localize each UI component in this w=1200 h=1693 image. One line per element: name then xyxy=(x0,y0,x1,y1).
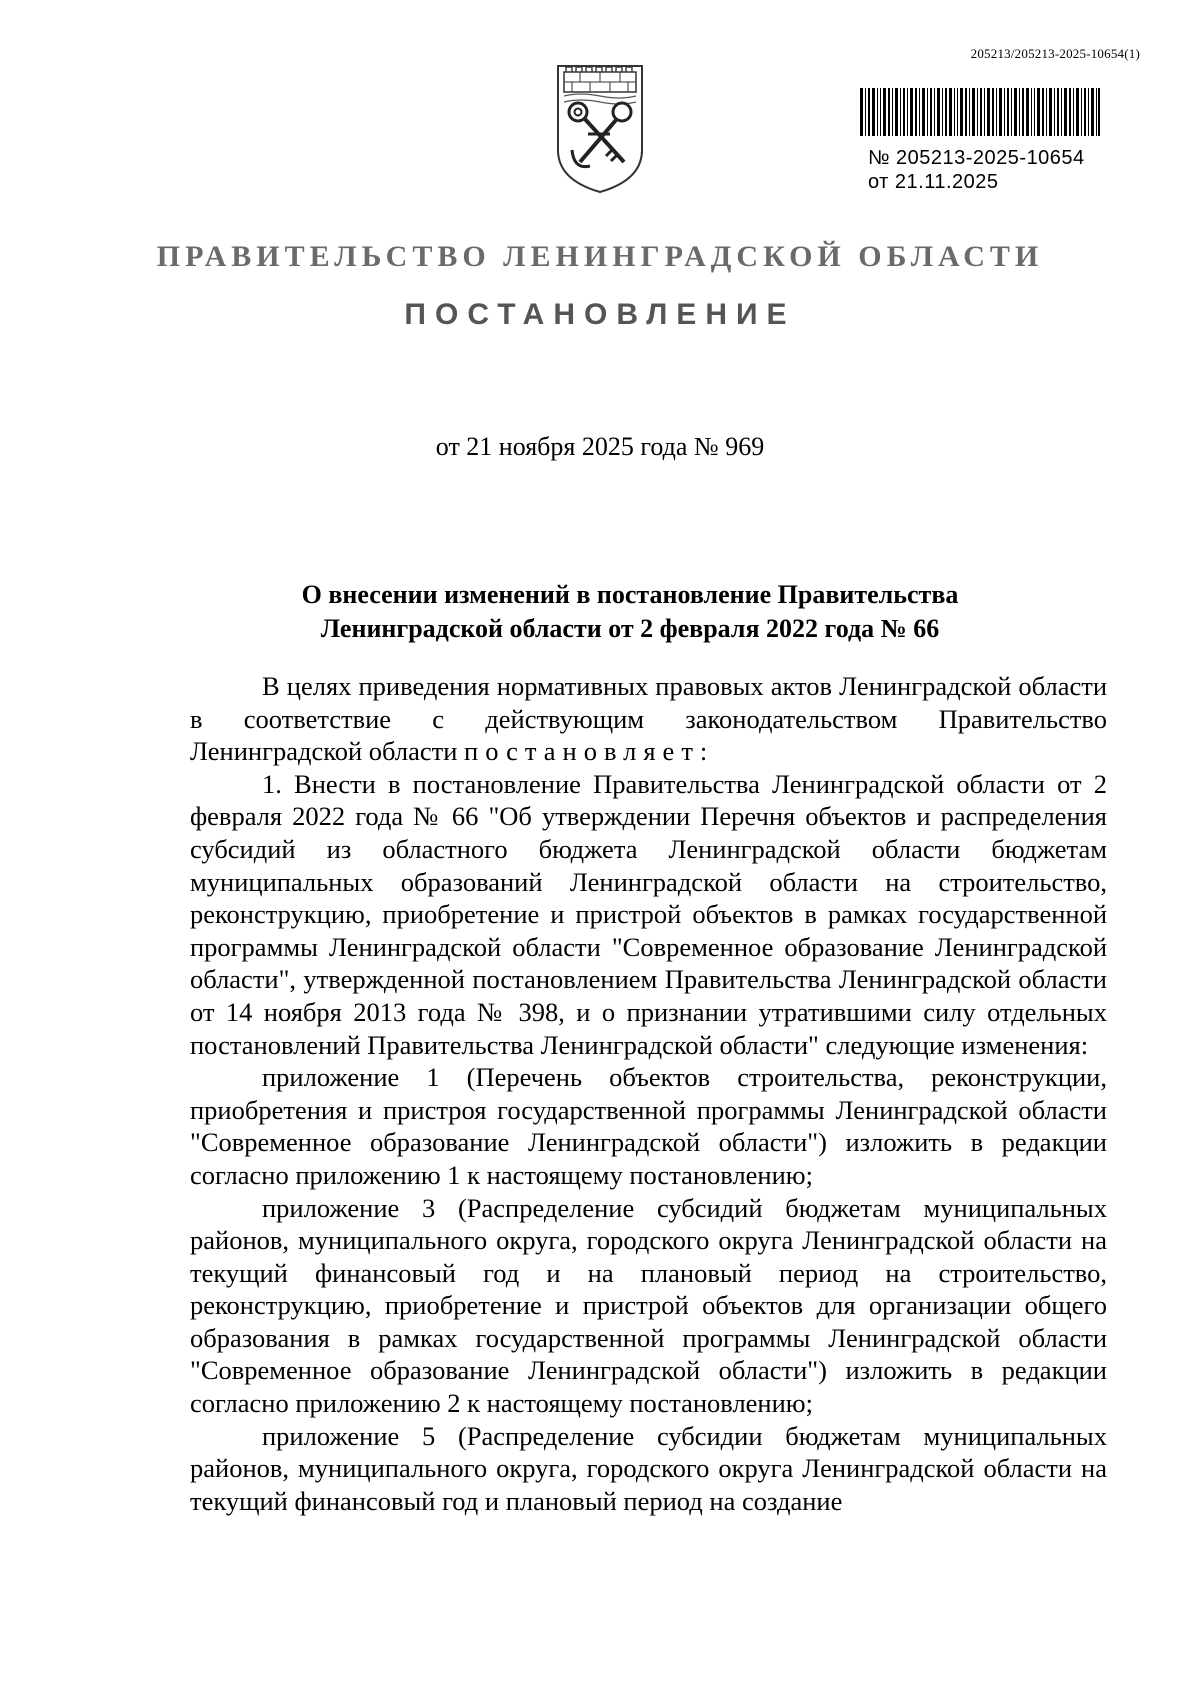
document-body xyxy=(190,670,1107,1517)
leningrad-oblast-coat-of-arms-icon xyxy=(550,58,650,198)
subject-line-2: Ленинградской области от 2 февраля 2022 года № 66 xyxy=(320,614,940,643)
paragraph-appendix-1: приложение 1 (Перечень объектов строительства, реконструкции, приобретения и пристроя государственной программы Ленинградской области "Современное образование Ленинградской области") изложить в редакции согласно приложению 1 к настоящему постановлению; xyxy=(190,1062,1107,1190)
registration-date: от 21.11.2025 xyxy=(868,171,999,193)
document-subject xyxy=(190,578,1070,646)
paragraph-appendix-5: приложение 5 (Распределение субсидии бюджетам муниципальных районов, муниципального округа, городского округа Ленинградской области на текущий финансовый год и плановый период на создание xyxy=(190,1420,1107,1516)
subject-line-1: О внесении изменений в постановление Правительства xyxy=(301,580,959,609)
document-date-number: от 21 ноября 2025 года № 969 xyxy=(435,432,765,461)
paragraph-preamble xyxy=(190,670,1107,768)
paragraph-item-1: 1. Внести в постановление Правительства Ленинградской области от 2 февраля 2022 года № 66 "Об утверждении Перечня объектов и распределения субсидий из областного бюджета Ленинградской области бюджетам муниципальных образований Ленинградской области на строительство, реконструкцию, приобретение и пристрой объектов в рамках государственной программы Ленинградской области "Современное образование Ленинградской области", утвержденной постановлением Правительства Ленинградской области от 14 ноября 2013 года № 398, и о признании утратившими силу отдельных постановлений Правительства Ленинградской области" следующие изменения: xyxy=(190,768,1107,1060)
document-type: ПОСТАНОВЛЕНИЕ xyxy=(404,298,796,331)
barcode-icon xyxy=(860,88,1100,136)
paragraph-appendix-3: приложение 3 (Распределение субсидий бюджетам муниципальных районов, муниципального округа, городского округа Ленинградской области на текущий финансовый год и на плановый период на строительство, реконструкцию, приобретение и пристрой объектов для организации общего образования в рамках государственной программы Ленинградской области "Современное образование Ленинградской области") изложить в редакции согласно приложению 2 к настоящему постановлению; xyxy=(190,1192,1107,1419)
government-title: ПРАВИТЕЛЬСТВО ЛЕНИНГРАДСКОЙ ОБЛАСТИ xyxy=(156,240,1044,273)
registration-number: № 205213-2025-10654 xyxy=(868,147,1085,169)
resolves-word: постановляет: xyxy=(464,736,715,767)
document-reference-top: 205213/205213-2025-10654(1) xyxy=(970,46,1140,61)
preamble-text: В целях приведения нормативных правовых актов Ленинградской области в соответствие с действующим законодательством Правительство Ленинградской области xyxy=(190,671,1107,767)
